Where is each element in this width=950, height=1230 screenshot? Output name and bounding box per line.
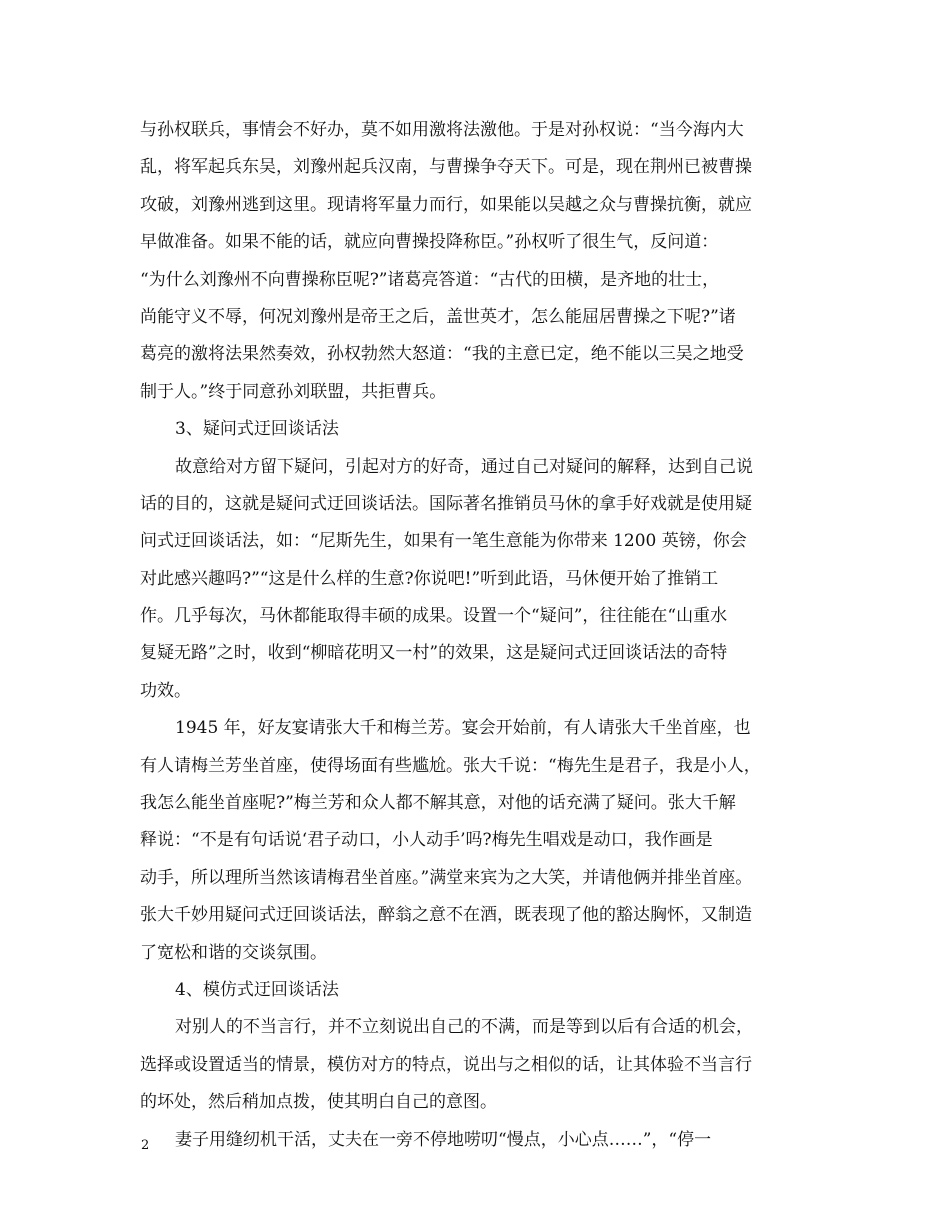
section-heading: 3、疑问式迂回谈话法 (175, 419, 339, 440)
text-line: 葛亮的激将法果然奏效，孙权勃然大怒道：“我的主意已定，绝不能以三吴之地受 (140, 344, 744, 365)
text-line: 功效。 (140, 680, 191, 701)
text-line: 释说：“不是有句话说‘君子动口，小人动手’吗?梅先生唱戏是动口，我作画是 (140, 830, 713, 851)
text-line: 话的目的，这就是疑问式迂回谈话法。国际著名推销员马休的拿手好戏就是使用疑 (140, 493, 752, 514)
text-line: 的坏处，然后稍加点拨，使其明白自己的意图。 (140, 1092, 497, 1113)
text-line: 复疑无路”之时，收到“柳暗花明又一村”的效果，这是疑问式迂回谈话法的奇特 (140, 643, 728, 664)
text-line: 了宽松和谐的交谈氛围。 (140, 942, 327, 963)
text-line: 早做准备。如果不能的话，就应向曹操投降称臣。”孙权听了很生气，反问道： (140, 232, 719, 253)
text-line: 作。几乎每次，马休都能取得丰硕的成果。设置一个“疑问”，往往能在“山重水 (140, 606, 728, 627)
text-line: 1945 年，好友宴请张大千和梅兰芳。宴会开始前，有人请张大千坐首座，也 (175, 718, 751, 739)
text-line: 攻破，刘豫州逃到这里。现请将军量力而行，如果能以吴越之众与曹操抗衡，就应 (140, 194, 752, 215)
text-line: 乱，将军起兵东吴，刘豫州起兵汉南，与曹操争夺天下。可是，现在荆州已被曹操 (140, 157, 752, 178)
text-line: 尚能守义不辱，何况刘豫州是帝王之后，盖世英才，怎么能屈居曹操之下呢?”诸 (140, 306, 736, 327)
text-line: 对此感兴趣吗?”“这是什么样的生意?你说吧!”听到此语，马休便开始了推销工 (140, 568, 719, 589)
text-line: 制于人。”终于同意孙刘联盟，共拒曹兵。 (140, 381, 447, 402)
text-line: “为什么刘豫州不向曹操称臣呢?”诸葛亮答道：“古代的田横，是齐地的壮士， (140, 269, 720, 290)
text-line: 故意给对方留下疑问，引起对方的好奇，通过自己对疑问的解释，达到自己说 (175, 456, 753, 477)
text-line: 动手，所以理所当然该请梅君坐首座。”满堂来宾为之大笑，并请他俩并排坐首座。 (140, 867, 753, 888)
section-heading: 4、模仿式迂回谈话法 (175, 979, 339, 1000)
body-text (140, 112, 825, 1159)
text-line: 选择或设置适当的情景，模仿对方的特点，说出与之相似的话，让其体验不当言行 (140, 1054, 752, 1075)
text-line: 我怎么能坐首座呢?”梅兰芳和众人都不解其意，对他的话充满了疑问。张大千解 (140, 793, 736, 814)
text-line: 与孙权联兵，事情会不好办，莫不如用激将法激他。于是对孙权说：“当今海内大 (140, 120, 744, 140)
text-line: 有人请梅兰芳坐首座，使得场面有些尴尬。张大千说：“梅先生是君子，我是小人， (140, 755, 761, 776)
text-line: 妻子用缝纫机干活，丈夫在一旁不停地唠叨“慢点，小心点……”，“停一 (175, 1129, 712, 1150)
text-line: 问式迂回谈话法，如：“尼斯先生，如果有一笔生意能为你带来 1200 英镑，你会 (140, 531, 747, 552)
text-line: 张大千妙用疑问式迂回谈话法，醉翁之意不在酒，既表现了他的豁达胸怀，又制造 (140, 905, 752, 926)
page-number: 2 (141, 1138, 150, 1153)
text-line: 对别人的不当言行，并不立刻说出自己的不满，而是等到以后有合适的机会， (175, 1017, 753, 1038)
